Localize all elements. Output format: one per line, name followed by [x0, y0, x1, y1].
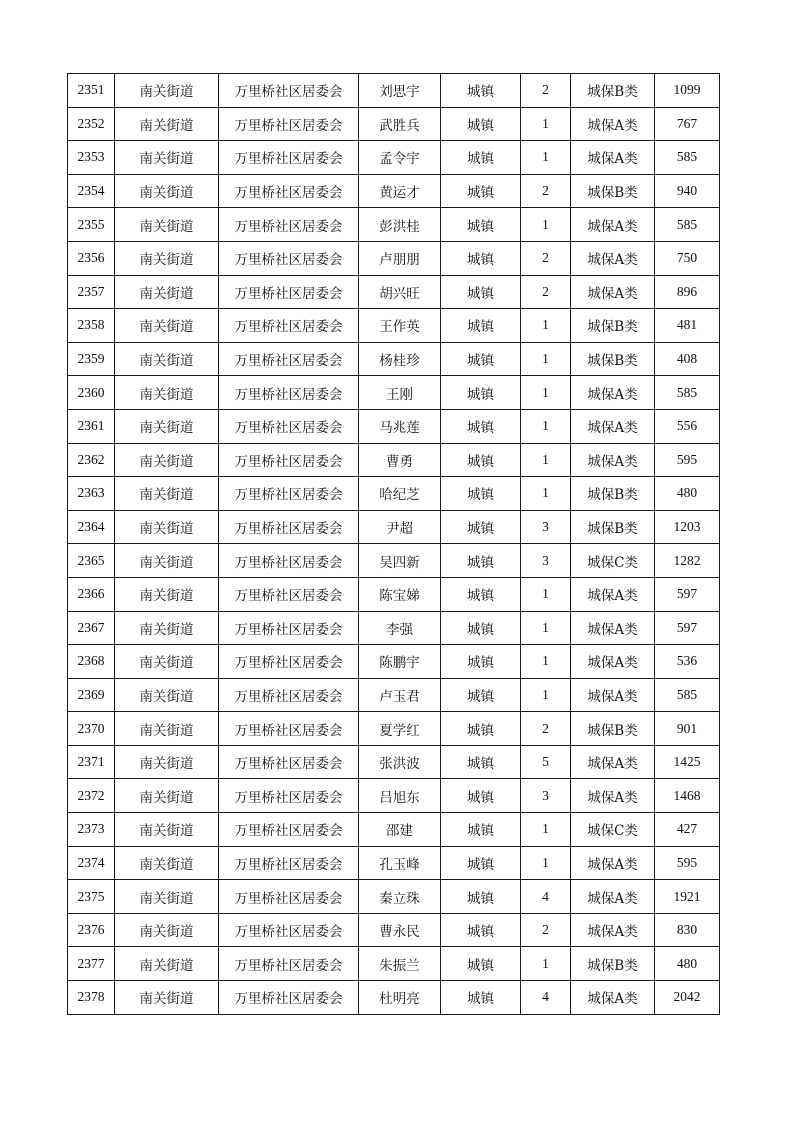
row-number-cell: 2354 — [68, 174, 115, 208]
category-cell: 城保B类 — [571, 947, 655, 981]
street-cell: 南关街道 — [115, 409, 219, 443]
category-cell: 城保C类 — [571, 544, 655, 578]
community-cell: 万里桥社区居委会 — [219, 275, 359, 309]
household-type-cell: 城镇 — [441, 74, 521, 108]
member-count-cell: 2 — [521, 174, 571, 208]
row-number-cell: 2358 — [68, 309, 115, 343]
name-cell: 朱振兰 — [359, 947, 441, 981]
community-cell: 万里桥社区居委会 — [219, 611, 359, 645]
household-type-cell: 城镇 — [441, 544, 521, 578]
amount-cell: 556 — [655, 409, 720, 443]
category-cell: 城保B类 — [571, 510, 655, 544]
row-number-cell: 2356 — [68, 241, 115, 275]
amount-cell: 896 — [655, 275, 720, 309]
member-count-cell: 2 — [521, 712, 571, 746]
row-number-cell: 2360 — [68, 376, 115, 410]
table-row — [68, 913, 720, 947]
amount-cell: 1099 — [655, 74, 720, 108]
street-cell: 南关街道 — [115, 846, 219, 880]
name-cell: 曹永民 — [359, 913, 441, 947]
member-count-cell: 1 — [521, 342, 571, 376]
table-row — [68, 107, 720, 141]
street-cell: 南关街道 — [115, 510, 219, 544]
amount-cell: 1468 — [655, 779, 720, 813]
category-cell: 城保B类 — [571, 174, 655, 208]
category-cell: 城保B类 — [571, 74, 655, 108]
street-cell: 南关街道 — [115, 947, 219, 981]
table-row — [68, 275, 720, 309]
table-row — [68, 779, 720, 813]
community-cell: 万里桥社区居委会 — [219, 309, 359, 343]
amount-cell: 427 — [655, 813, 720, 847]
row-number-cell: 2371 — [68, 745, 115, 779]
amount-cell: 1425 — [655, 745, 720, 779]
street-cell: 南关街道 — [115, 577, 219, 611]
household-type-cell: 城镇 — [441, 174, 521, 208]
table-row — [68, 611, 720, 645]
community-cell: 万里桥社区居委会 — [219, 74, 359, 108]
member-count-cell: 3 — [521, 779, 571, 813]
household-type-cell: 城镇 — [441, 947, 521, 981]
amount-cell: 597 — [655, 577, 720, 611]
category-cell: 城保A类 — [571, 678, 655, 712]
name-cell: 胡兴旺 — [359, 275, 441, 309]
category-cell: 城保A类 — [571, 981, 655, 1015]
table-row — [68, 981, 720, 1015]
table-row — [68, 409, 720, 443]
table-row — [68, 645, 720, 679]
street-cell: 南关街道 — [115, 342, 219, 376]
row-number-cell: 2364 — [68, 510, 115, 544]
household-type-cell: 城镇 — [441, 913, 521, 947]
table-row — [68, 376, 720, 410]
member-count-cell: 3 — [521, 510, 571, 544]
community-cell: 万里桥社区居委会 — [219, 376, 359, 410]
community-cell: 万里桥社区居委会 — [219, 981, 359, 1015]
table-row — [68, 174, 720, 208]
street-cell: 南关街道 — [115, 880, 219, 914]
table-row — [68, 712, 720, 746]
member-count-cell: 4 — [521, 981, 571, 1015]
category-cell: 城保C类 — [571, 813, 655, 847]
amount-cell: 480 — [655, 947, 720, 981]
street-cell: 南关街道 — [115, 913, 219, 947]
name-cell: 吴四新 — [359, 544, 441, 578]
category-cell: 城保A类 — [571, 208, 655, 242]
name-cell: 李强 — [359, 611, 441, 645]
name-cell: 马兆莲 — [359, 409, 441, 443]
member-count-cell: 3 — [521, 544, 571, 578]
street-cell: 南关街道 — [115, 443, 219, 477]
member-count-cell: 1 — [521, 577, 571, 611]
street-cell: 南关街道 — [115, 376, 219, 410]
community-cell: 万里桥社区居委会 — [219, 443, 359, 477]
row-number-cell: 2374 — [68, 846, 115, 880]
category-cell: 城保B类 — [571, 712, 655, 746]
table-row — [68, 880, 720, 914]
street-cell: 南关街道 — [115, 275, 219, 309]
amount-cell: 767 — [655, 107, 720, 141]
household-type-cell: 城镇 — [441, 208, 521, 242]
household-type-cell: 城镇 — [441, 141, 521, 175]
household-type-cell: 城镇 — [441, 645, 521, 679]
category-cell: 城保B类 — [571, 342, 655, 376]
table-row — [68, 443, 720, 477]
street-cell: 南关街道 — [115, 712, 219, 746]
member-count-cell: 1 — [521, 376, 571, 410]
street-cell: 南关街道 — [115, 309, 219, 343]
street-cell: 南关街道 — [115, 678, 219, 712]
category-cell: 城保A类 — [571, 409, 655, 443]
name-cell: 邵建 — [359, 813, 441, 847]
community-cell: 万里桥社区居委会 — [219, 645, 359, 679]
row-number-cell: 2375 — [68, 880, 115, 914]
street-cell: 南关街道 — [115, 241, 219, 275]
community-cell: 万里桥社区居委会 — [219, 947, 359, 981]
category-cell: 城保A类 — [571, 241, 655, 275]
name-cell: 曹勇 — [359, 443, 441, 477]
amount-cell: 408 — [655, 342, 720, 376]
name-cell: 黄运才 — [359, 174, 441, 208]
member-count-cell: 1 — [521, 309, 571, 343]
row-number-cell: 2369 — [68, 678, 115, 712]
household-type-cell: 城镇 — [441, 510, 521, 544]
category-cell: 城保A类 — [571, 141, 655, 175]
member-count-cell: 1 — [521, 141, 571, 175]
household-type-cell: 城镇 — [441, 611, 521, 645]
name-cell: 王刚 — [359, 376, 441, 410]
category-cell: 城保A类 — [571, 443, 655, 477]
row-number-cell: 2366 — [68, 577, 115, 611]
table-row — [68, 745, 720, 779]
street-cell: 南关街道 — [115, 107, 219, 141]
member-count-cell: 1 — [521, 678, 571, 712]
row-number-cell: 2377 — [68, 947, 115, 981]
member-count-cell: 2 — [521, 74, 571, 108]
household-type-cell: 城镇 — [441, 981, 521, 1015]
amount-cell: 1921 — [655, 880, 720, 914]
amount-cell: 481 — [655, 309, 720, 343]
household-type-cell: 城镇 — [441, 779, 521, 813]
category-cell: 城保A类 — [571, 745, 655, 779]
row-number-cell: 2352 — [68, 107, 115, 141]
row-number-cell: 2373 — [68, 813, 115, 847]
household-type-cell: 城镇 — [441, 477, 521, 511]
row-number-cell: 2372 — [68, 779, 115, 813]
amount-cell: 901 — [655, 712, 720, 746]
name-cell: 陈宝娣 — [359, 577, 441, 611]
street-cell: 南关街道 — [115, 813, 219, 847]
community-cell: 万里桥社区居委会 — [219, 880, 359, 914]
table-row — [68, 947, 720, 981]
member-count-cell: 1 — [521, 645, 571, 679]
amount-cell: 597 — [655, 611, 720, 645]
household-type-cell: 城镇 — [441, 745, 521, 779]
name-cell: 卢朋朋 — [359, 241, 441, 275]
name-cell: 刘思宇 — [359, 74, 441, 108]
community-cell: 万里桥社区居委会 — [219, 477, 359, 511]
name-cell: 张洪波 — [359, 745, 441, 779]
name-cell: 武胜兵 — [359, 107, 441, 141]
member-count-cell: 1 — [521, 947, 571, 981]
household-type-cell: 城镇 — [441, 241, 521, 275]
community-cell: 万里桥社区居委会 — [219, 846, 359, 880]
roster-table — [67, 73, 720, 1015]
name-cell: 吕旭东 — [359, 779, 441, 813]
household-type-cell: 城镇 — [441, 376, 521, 410]
roster-body — [68, 74, 720, 1015]
street-cell: 南关街道 — [115, 779, 219, 813]
row-number-cell: 2357 — [68, 275, 115, 309]
amount-cell: 1282 — [655, 544, 720, 578]
household-type-cell: 城镇 — [441, 342, 521, 376]
name-cell: 秦立珠 — [359, 880, 441, 914]
row-number-cell: 2370 — [68, 712, 115, 746]
category-cell: 城保A类 — [571, 577, 655, 611]
member-count-cell: 1 — [521, 443, 571, 477]
amount-cell: 585 — [655, 678, 720, 712]
household-type-cell: 城镇 — [441, 309, 521, 343]
amount-cell: 585 — [655, 208, 720, 242]
row-number-cell: 2376 — [68, 913, 115, 947]
table-row — [68, 846, 720, 880]
street-cell: 南关街道 — [115, 981, 219, 1015]
name-cell: 王作英 — [359, 309, 441, 343]
street-cell: 南关街道 — [115, 544, 219, 578]
community-cell: 万里桥社区居委会 — [219, 510, 359, 544]
street-cell: 南关街道 — [115, 477, 219, 511]
community-cell: 万里桥社区居委会 — [219, 745, 359, 779]
table-row — [68, 309, 720, 343]
name-cell: 哈纪芝 — [359, 477, 441, 511]
household-type-cell: 城镇 — [441, 712, 521, 746]
amount-cell: 595 — [655, 846, 720, 880]
name-cell: 卢玉君 — [359, 678, 441, 712]
member-count-cell: 2 — [521, 913, 571, 947]
row-number-cell: 2353 — [68, 141, 115, 175]
community-cell: 万里桥社区居委会 — [219, 678, 359, 712]
street-cell: 南关街道 — [115, 745, 219, 779]
category-cell: 城保B类 — [571, 309, 655, 343]
community-cell: 万里桥社区居委会 — [219, 208, 359, 242]
street-cell: 南关街道 — [115, 208, 219, 242]
household-type-cell: 城镇 — [441, 275, 521, 309]
member-count-cell: 1 — [521, 208, 571, 242]
amount-cell: 585 — [655, 141, 720, 175]
member-count-cell: 2 — [521, 241, 571, 275]
category-cell: 城保A类 — [571, 913, 655, 947]
amount-cell: 595 — [655, 443, 720, 477]
community-cell: 万里桥社区居委会 — [219, 544, 359, 578]
row-number-cell: 2355 — [68, 208, 115, 242]
name-cell: 杨桂珍 — [359, 342, 441, 376]
community-cell: 万里桥社区居委会 — [219, 342, 359, 376]
row-number-cell: 2367 — [68, 611, 115, 645]
street-cell: 南关街道 — [115, 611, 219, 645]
table-row — [68, 342, 720, 376]
member-count-cell: 1 — [521, 846, 571, 880]
amount-cell: 750 — [655, 241, 720, 275]
household-type-cell: 城镇 — [441, 107, 521, 141]
household-type-cell: 城镇 — [441, 577, 521, 611]
amount-cell: 480 — [655, 477, 720, 511]
street-cell: 南关街道 — [115, 141, 219, 175]
row-number-cell: 2365 — [68, 544, 115, 578]
row-number-cell: 2368 — [68, 645, 115, 679]
amount-cell: 1203 — [655, 510, 720, 544]
household-type-cell: 城镇 — [441, 880, 521, 914]
row-number-cell: 2351 — [68, 74, 115, 108]
table-row — [68, 813, 720, 847]
household-type-cell: 城镇 — [441, 813, 521, 847]
table-row — [68, 678, 720, 712]
community-cell: 万里桥社区居委会 — [219, 813, 359, 847]
name-cell: 陈鹏宇 — [359, 645, 441, 679]
category-cell: 城保A类 — [571, 107, 655, 141]
category-cell: 城保A类 — [571, 779, 655, 813]
street-cell: 南关街道 — [115, 74, 219, 108]
row-number-cell: 2378 — [68, 981, 115, 1015]
table-row — [68, 74, 720, 108]
street-cell: 南关街道 — [115, 645, 219, 679]
community-cell: 万里桥社区居委会 — [219, 141, 359, 175]
name-cell: 彭洪桂 — [359, 208, 441, 242]
category-cell: 城保A类 — [571, 611, 655, 645]
table-row — [68, 544, 720, 578]
category-cell: 城保A类 — [571, 645, 655, 679]
table-row — [68, 577, 720, 611]
community-cell: 万里桥社区居委会 — [219, 241, 359, 275]
category-cell: 城保A类 — [571, 275, 655, 309]
table-row — [68, 510, 720, 544]
household-type-cell: 城镇 — [441, 678, 521, 712]
amount-cell: 2042 — [655, 981, 720, 1015]
member-count-cell: 1 — [521, 107, 571, 141]
row-number-cell: 2359 — [68, 342, 115, 376]
row-number-cell: 2361 — [68, 409, 115, 443]
member-count-cell: 1 — [521, 611, 571, 645]
member-count-cell: 1 — [521, 409, 571, 443]
member-count-cell: 1 — [521, 813, 571, 847]
category-cell: 城保A类 — [571, 846, 655, 880]
household-type-cell: 城镇 — [441, 409, 521, 443]
community-cell: 万里桥社区居委会 — [219, 913, 359, 947]
community-cell: 万里桥社区居委会 — [219, 174, 359, 208]
amount-cell: 830 — [655, 913, 720, 947]
table-row — [68, 208, 720, 242]
amount-cell: 940 — [655, 174, 720, 208]
category-cell: 城保A类 — [571, 880, 655, 914]
community-cell: 万里桥社区居委会 — [219, 409, 359, 443]
community-cell: 万里桥社区居委会 — [219, 779, 359, 813]
row-number-cell: 2362 — [68, 443, 115, 477]
row-number-cell: 2363 — [68, 477, 115, 511]
table-row — [68, 141, 720, 175]
name-cell: 夏学红 — [359, 712, 441, 746]
community-cell: 万里桥社区居委会 — [219, 107, 359, 141]
category-cell: 城保B类 — [571, 477, 655, 511]
household-type-cell: 城镇 — [441, 443, 521, 477]
member-count-cell: 2 — [521, 275, 571, 309]
name-cell: 杜明亮 — [359, 981, 441, 1015]
amount-cell: 536 — [655, 645, 720, 679]
table-row — [68, 477, 720, 511]
category-cell: 城保A类 — [571, 376, 655, 410]
name-cell: 孟令宇 — [359, 141, 441, 175]
member-count-cell: 4 — [521, 880, 571, 914]
street-cell: 南关街道 — [115, 174, 219, 208]
name-cell: 孔玉峰 — [359, 846, 441, 880]
community-cell: 万里桥社区居委会 — [219, 712, 359, 746]
household-type-cell: 城镇 — [441, 846, 521, 880]
member-count-cell: 5 — [521, 745, 571, 779]
member-count-cell: 1 — [521, 477, 571, 511]
name-cell: 尹超 — [359, 510, 441, 544]
amount-cell: 585 — [655, 376, 720, 410]
community-cell: 万里桥社区居委会 — [219, 577, 359, 611]
table-row — [68, 241, 720, 275]
